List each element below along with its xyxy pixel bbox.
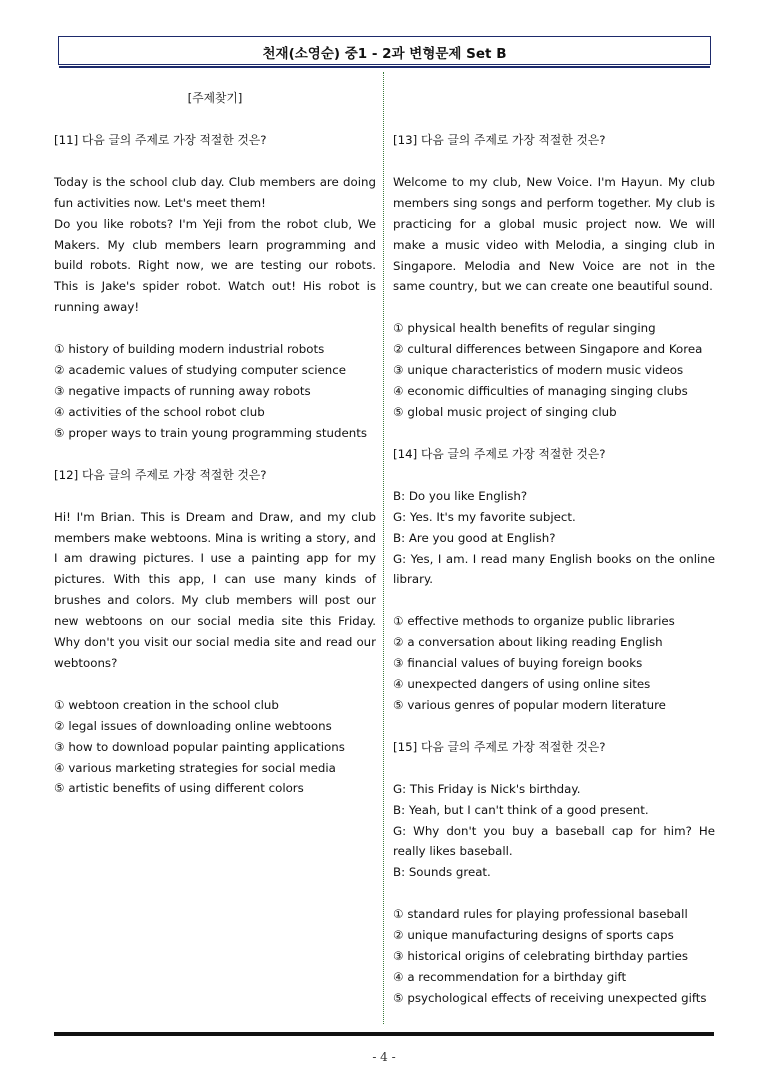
option-3[interactable]: ③ financial values of buying foreign books [393,656,643,671]
section-label: [주제찾기] [187,91,243,105]
dialog-line: G: Yes, I am. I read many English books on the online library. [393,551,715,587]
column-divider [383,72,384,1024]
option-2[interactable]: ② a conversation about liking reading English [393,635,663,650]
option-5[interactable]: ⑤ proper ways to train young programming students [54,425,367,440]
question-13-options [393,318,715,423]
question-15-prompt: [15] 다음 글의 주제로 가장 적절한 것은? [393,739,606,754]
question-14-prompt: [14] 다음 글의 주제로 가장 적절한 것은? [393,446,606,461]
question-12-prompt: [12] 다음 글의 주제로 가장 적절한 것은? [54,467,267,482]
option-1[interactable]: ① physical health benefits of regular singing [393,321,656,336]
dialog-line: G: Why don't you buy a baseball cap for him? He really likes baseball. [393,823,715,859]
option-4[interactable]: ④ economic difficulties of managing singing clubs [393,384,688,399]
option-1[interactable]: ① history of building modern industrial robots [54,342,325,357]
dialog-line: B: Are you good at English? [393,530,556,545]
option-3[interactable]: ③ negative impacts of running away robots [54,383,311,398]
option-2[interactable]: ② unique manufacturing designs of sports caps [393,928,674,943]
option-2[interactable]: ② cultural differences between Singapore and Korea [393,342,703,357]
header-underline [59,66,710,68]
page-number: - 4 - [372,1050,396,1064]
page-title: 천재(소영순) 중1 - 2과 변형문제 Set B [262,46,507,62]
passage-paragraph: Hi! I'm Brian. This is Dream and Draw, and my club members make webtoons. Mina is writing a story, and I am drawing pictures. I use a painting app for my pictures. With this app, I can use many kinds of brushes and colors. My club members will post our new webtoons on our social media site this Friday. Why don't you visit our social media site and read our webtoons? [54,509,376,670]
option-1[interactable]: ① effective methods to organize public libraries [393,614,675,629]
option-3[interactable]: ③ unique characteristics of modern music videos [393,363,684,378]
option-5[interactable]: ⑤ artistic benefits of using different colors [54,781,304,796]
option-4[interactable]: ④ activities of the school robot club [54,404,265,419]
right-column [393,130,715,1030]
dialog-line: B: Do you like English? [393,488,528,503]
question-11-options [54,339,376,444]
question-13-prompt: [13] 다음 글의 주제로 가장 적절한 것은? [393,133,606,147]
question-14-options [393,611,715,716]
option-1[interactable]: ① webtoon creation in the school club [54,697,279,712]
option-3[interactable]: ③ how to download popular painting applications [54,739,345,754]
option-4[interactable]: ④ various marketing strategies for social media [54,760,336,775]
question-14-dialog [393,486,715,591]
question-12-options [54,695,376,800]
option-1[interactable]: ① standard rules for playing professional baseball [393,907,688,922]
option-5[interactable]: ⑤ various genres of popular modern literature [393,697,666,712]
passage-paragraph: Do you like robots? I'm Yeji from the robot club, We Makers. My club members learn programming and build robots. Right now, we are testing our robots. This is Jake's spider robot. Watch out! His robot is running away! [54,216,376,315]
question-11-passage [54,172,376,318]
question-15-dialog [393,779,715,884]
option-2[interactable]: ② legal issues of downloading online webtoons [54,718,332,733]
option-4[interactable]: ④ unexpected dangers of using online sites [393,677,651,692]
passage-paragraph: Today is the school club day. Club members are doing fun activities now. Let's meet them! [54,174,376,210]
dialog-line: B: Yeah, but I can't think of a good present. [393,802,649,817]
question-15-options [393,904,715,1009]
question-13-passage [393,172,715,297]
question-11-prompt: [11] 다음 글의 주제로 가장 적절한 것은? [54,132,267,147]
option-2[interactable]: ② academic values of studying computer science [54,363,347,378]
header-box [58,36,711,65]
dialog-line: G: Yes. It's my favorite subject. [393,509,576,524]
dialog-line: G: This Friday is Nick's birthday. [393,781,581,796]
option-3[interactable]: ③ historical origins of celebrating birthday parties [393,949,689,964]
option-4[interactable]: ④ a recommendation for a birthday gift [393,970,627,984]
dialog-line: B: Sounds great. [393,865,491,880]
left-column [54,88,376,820]
passage-paragraph: Welcome to my club, New Voice. I'm Hayun. My club members sing songs and perform together. My club is practicing for a global music project now. We will make a music video with Melodia, a singing club in Singapore. Melodia and New Voice are not in the same country, but we can create one beautiful sound. [393,174,715,294]
option-5[interactable]: ⑤ global music project of singing club [393,404,617,419]
footer-rule [54,1032,714,1036]
question-12-passage [54,507,376,674]
option-5[interactable]: ⑤ psychological effects of receiving unexpected gifts [393,990,707,1005]
